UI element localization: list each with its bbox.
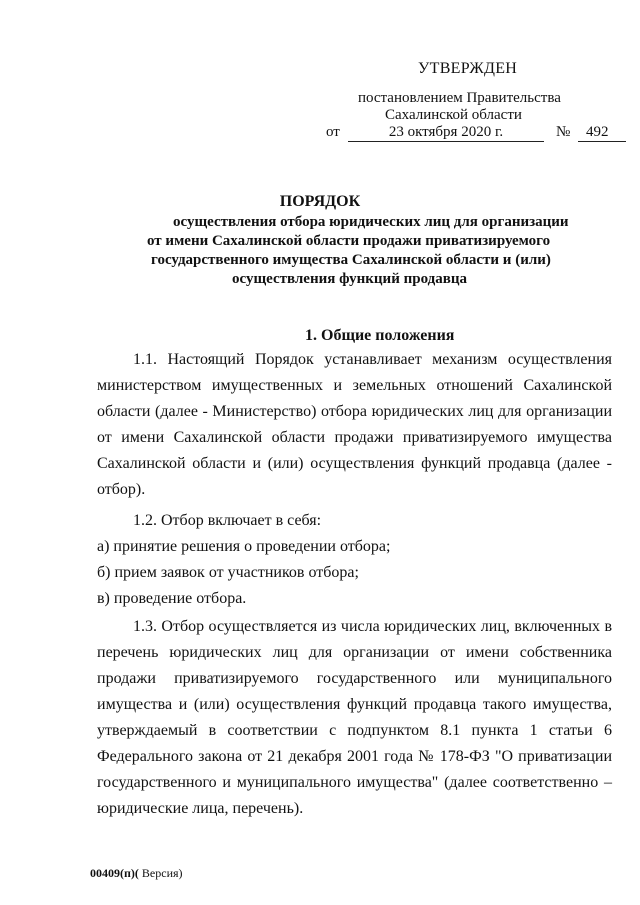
paragraph-1-3: 1.3. Отбор осуществляется из числа юридических лиц, включенных в перечень юридических лиц для организации от имени собственника продажи приватизируемого государственного или муниципального имущества и (или) осуществления функций продавца такого имущества, утверждаемый в соответствии с подпунктом 8.1 пункта 1 статьи 6 Федерального закона от 21 декабря 2001 года № 178-ФЗ "О приватизации государственного и муниципального имущества" (далее соответственно – юридические лица, перечень). — [97, 618, 612, 817]
footer-version: Версия) — [138, 866, 183, 880]
date-number-row — [326, 124, 616, 144]
subtitle-line: осуществления функций продавца — [232, 271, 467, 287]
list-item-c: в) проведение отбора. — [97, 590, 247, 607]
region-line: Сахалинской области — [385, 107, 522, 123]
footer-code: 00409(п)( — [90, 866, 139, 880]
subtitle-line: государственного имущества Сахалинской области и (или) — [151, 252, 551, 268]
approved-stamp: УТВЕРЖДЕН — [418, 60, 518, 77]
subtitle-line: от имени Сахалинской области продажи приватизируемого — [147, 233, 551, 249]
number-label: № — [556, 124, 571, 140]
paragraph-1-2: 1.2. Отбор включает в себя: — [133, 512, 322, 529]
from-label: от — [326, 124, 340, 140]
document-footer — [90, 866, 183, 881]
resolution-date: 23 октября 2020 г. — [348, 124, 544, 142]
section-heading: 1. Общие положения — [305, 327, 455, 344]
resolution-line: постановлением Правительства — [358, 90, 561, 106]
paragraph-1-1: 1.1. Настоящий Порядок устанавливает механизм осуществления министерством имущественных и земельных отношений Сахалинской области (далее - Министерство) отбора юридических лиц для организации от имени Сахалинской области продажи приватизируемого имущества Сахалинской области и (или) осуществления функций продавца (далее - отбор). — [97, 351, 612, 498]
list-item-a: а) принятие решения о проведении отбора; — [97, 538, 391, 555]
document-title: ПОРЯДОК — [279, 193, 361, 210]
list-item-b: б) прием заявок от участников отбора; — [97, 564, 359, 581]
resolution-number: 492 — [578, 124, 626, 142]
subtitle-line: осуществления отбора юридических лиц для организации — [173, 214, 569, 230]
